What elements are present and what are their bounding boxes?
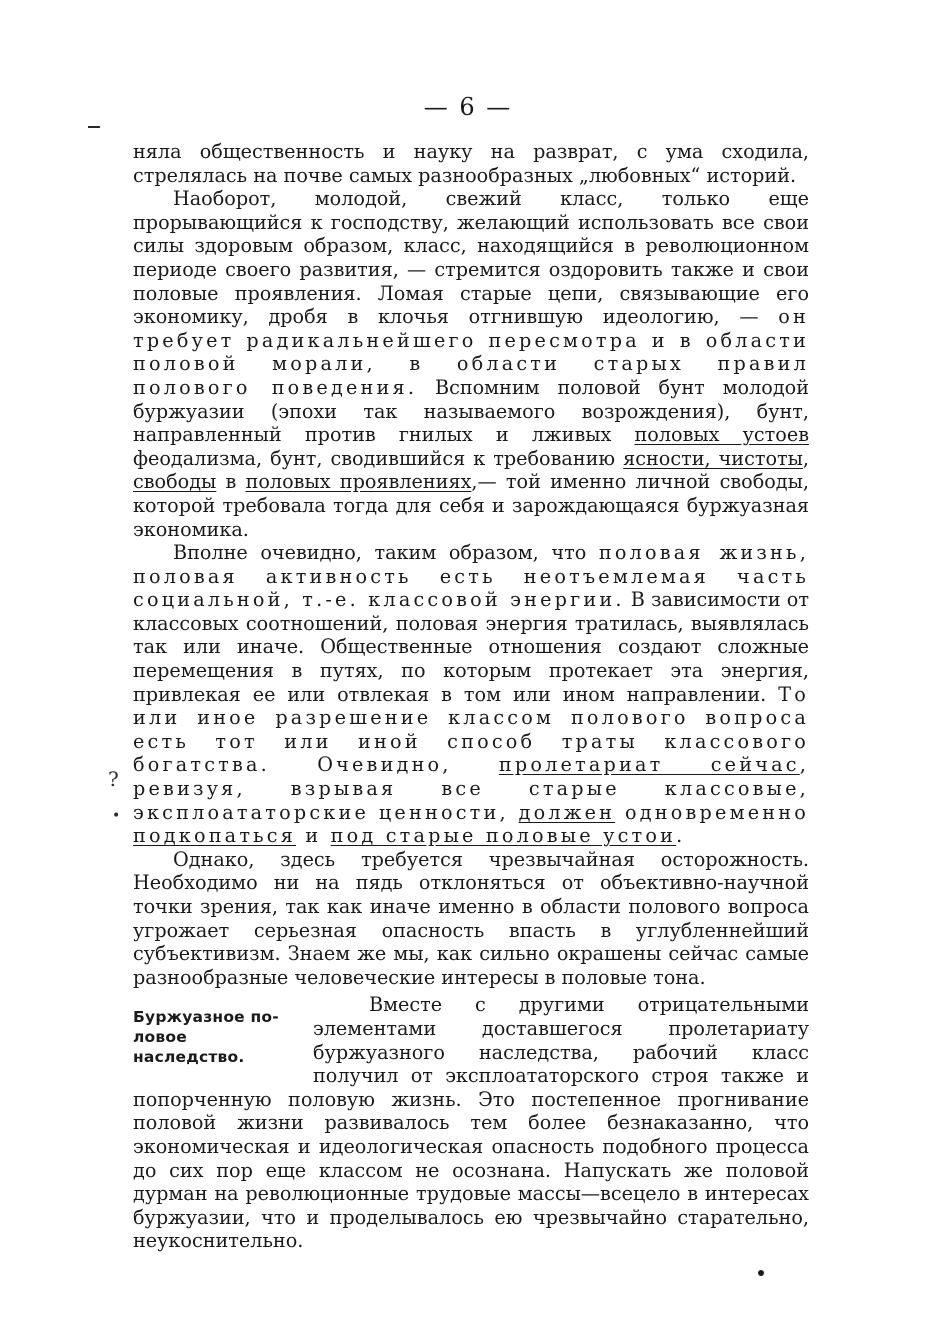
margin-dot-mark [758, 1270, 764, 1276]
p2-text-d: феодализма, бунт, сводившийся к требованию [133, 446, 624, 470]
p2-underline-4: половых проявлениях [245, 470, 472, 494]
margin-bullet-mark: • [112, 808, 121, 824]
p3-underline-1: пролетариат сейчас [498, 753, 800, 777]
p3-text-g: и [296, 824, 331, 848]
p2-text-c: Вспомним половой бунт молодой буржуазии (эпохи так называемого возрождения), бунт, направленный против гнилых и лживых [133, 375, 809, 447]
p3-text-c: В зависимости от классовых соотношений, половая энергия тратилась, выявлялась так или иначе. Общественные отношения создают сложные перемещения в путях, по которым протекает эта энергия, привлекая ее или отвлекая в том или ином направлении. [133, 588, 809, 706]
body-text [133, 140, 809, 1253]
p2-text-g: ,— той именно личной свободы, которой требовала тогда для себя и зарождающаяся буржуазная экономика. [133, 470, 809, 541]
p3-underline-2: должен [518, 800, 616, 824]
paragraph-3 [133, 541, 809, 848]
page-number: — 6 — [423, 93, 513, 121]
p3-text-f: одновременно [615, 800, 809, 824]
paragraph-1: няла общественность и науку на разврат, с ума сходила, стрелялась на почве самых разнообразных „любовных“ историй. [133, 140, 809, 187]
paragraph-4: Однако, здесь требуется чрезвычайная осторожность. Необходимо ни на пядь отклоняться от объективно-научной точки зрения, так как иначе именно в области полового вопроса угрожает серьезная опасность впасть в углубленнейший субъективизм. Знаем же мы, как сильно окрашены сейчас самые разнообразные человеческие интересы в половые тона. [133, 847, 809, 989]
p2-text-f: в [216, 470, 246, 494]
sidenote-line-1: Буржуазное по- [133, 1008, 279, 1027]
p2-underline-1: половых устоев [634, 423, 809, 447]
p2-text-e: , [802, 446, 809, 470]
sidenote-heading [133, 1007, 301, 1067]
margin-question-mark: ? [108, 767, 119, 791]
p2-emphasis: он требует радикальнейшего пересмотра и в области половой морали, в области старых правил полового поведения. [133, 305, 809, 399]
p2-text-a: Наоборот, молодой, свежий класс, только еще прорывающийся к господству, желающий использовать все свои силы здоровым образом, класс, находящийся в революционном периоде своего развития, — стремится оздоровить также и свои половые проявления. Ломая старые цепи, связывающие его экономику, дробя в клочья отгнившую идеологию, — [133, 187, 809, 329]
p3-underline-4: под старые половые устои [330, 824, 677, 848]
margin-dash-mark [88, 126, 100, 128]
p3-text-h: . [676, 824, 686, 848]
p3-underline-3: подкопаться [133, 824, 297, 848]
p3-emphasis-1: половая жизнь, половая активность есть неотъемлемая часть социальной, т.-е. классовой энергии. [133, 541, 809, 612]
p2-underline-3: свободы [133, 470, 217, 494]
p3-text-a: Вполне очевидно, таким образом, что [173, 541, 599, 565]
paragraph-2 [133, 187, 809, 541]
p3-text-e: , ревизуя, взрывая все старые классовые, эксплоататорские ценности, [133, 753, 809, 824]
p2-underline-2: ясности, чистоты [623, 446, 803, 470]
p3-emphasis-2: То или иное разрешение классом полового вопроса есть тот или иной способ траты классового богатства. Очевидно, [133, 682, 809, 777]
paragraph-5: Вместе с другими отрицательными элементами доставшегося пролетариату буржуазного наследства, рабочий класс получил от эксплоататорского строя также и попорченную половую жизнь. Это постепенное прогнивание половой жизни развивалось тем более безнаказанно, что экономическая и идеологическая опасность подобного процесса до сих пор еще классом не осознана. Напускать же половой дурман на революционные трудовые массы—всецело в интересах буржуазии, что и проделывалось ею чрезвычайно старательно, неукоснительно. [133, 993, 809, 1253]
sidenote-line-2: ловое наследство. [133, 1028, 245, 1067]
